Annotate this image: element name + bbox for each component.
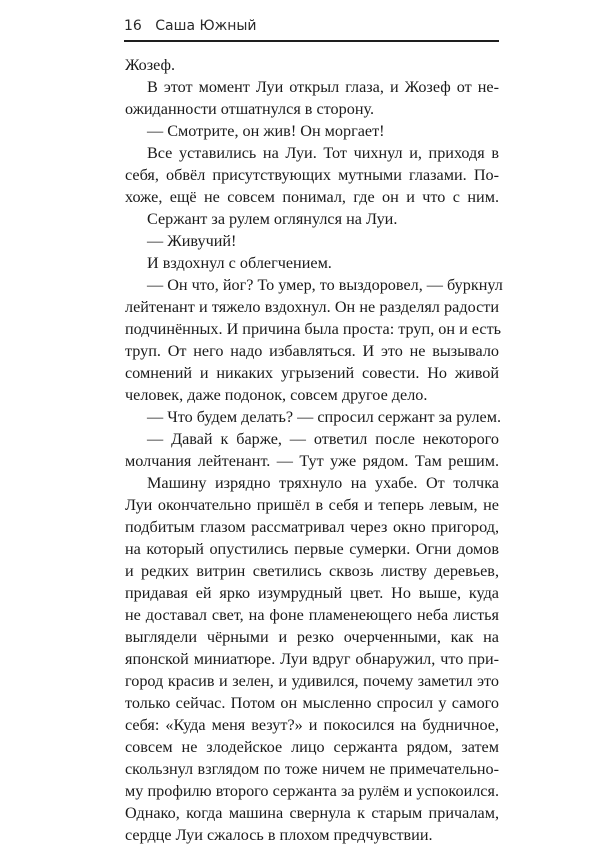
text-line: Сержант за рулем оглянулся на Луи. bbox=[147, 210, 398, 228]
text-line: человек, даже подонок, совсем другое дело. bbox=[125, 386, 428, 404]
text-line: ожиданности отшатнулся в сторону. bbox=[125, 100, 375, 118]
text-line: Машину изрядно тряхнуло на ухабе. От толчка bbox=[147, 474, 499, 492]
text-line: Однако, когда машина свернула к старым причалам, bbox=[125, 804, 499, 822]
text-line: выглядели чёрными и резко очерченными, как на bbox=[125, 628, 499, 646]
text-line: Жозеф. bbox=[125, 56, 176, 74]
text-line: только сейчас. Потом он мысленно спросил у самого bbox=[125, 694, 499, 712]
text-line: му профилю второго сержанта за рулём и успокоился. bbox=[125, 782, 499, 800]
text-line: молчания лейтенант. — Тут уже рядом. Там решим. bbox=[125, 452, 499, 470]
body-text bbox=[125, 54, 503, 846]
text-line: придавая ей ярко изумрудный цвет. Но выше, куда bbox=[125, 584, 499, 602]
text-line: себя: «Куда меня везут?» и покосился на будничное, bbox=[125, 716, 499, 734]
text-line: — Что будем делать? — спросил сержант за рулем. bbox=[147, 408, 502, 426]
text-line: Луи окончательно пришёл в себя и теперь левым, не bbox=[125, 496, 499, 514]
text-line: хоже, ещё не совсем понимал, где он и что с ним. bbox=[125, 188, 499, 206]
text-line: подчинённых. И причина была проста: труп, он и есть bbox=[125, 320, 502, 338]
text-line: подбитым глазом рассматривал через окно пригород, bbox=[125, 518, 499, 536]
text-line: себя, обвёл присутствующих мутными глазами. По- bbox=[125, 166, 499, 184]
text-line: — Смотрите, он жив! Он моргает! bbox=[147, 122, 385, 140]
text-line: — Он что, йог? То умер, то выздоровел, — буркнул bbox=[147, 276, 503, 294]
running-head bbox=[124, 16, 499, 36]
text-line: на который опустились первые сумерки. Огни домов bbox=[125, 540, 499, 558]
text-line: И вздохнул с облегчением. bbox=[147, 254, 332, 272]
text-line: Все уставились на Луи. Тот чихнул и, приходя в bbox=[147, 144, 499, 162]
header-rule bbox=[124, 40, 499, 42]
running-head-author: Саша Южный bbox=[155, 18, 257, 34]
text-line: совсем не злодейское лицо сержанта рядом, затем bbox=[125, 738, 499, 756]
text-line: сомнений и никаких угрызений совести. Но живой bbox=[125, 364, 499, 382]
text-line: японской миниатюре. Луи вдруг обнаружил, что при- bbox=[125, 650, 499, 668]
text-line: — Живучий! bbox=[147, 232, 237, 250]
page-number: 16 bbox=[124, 18, 142, 34]
text-line: и редких витрин светились сквозь листву деревьев, bbox=[125, 562, 499, 580]
text-line: В этот момент Луи открыл глаза, и Жозеф от не- bbox=[147, 78, 499, 96]
text-line: скользнул взглядом по тоже ничем не примечательно- bbox=[125, 760, 499, 778]
text-line: лейтенант и тяжело вздохнул. Он не разделял радости bbox=[125, 298, 499, 316]
text-line: — Давай к барже, — ответил после некоторого bbox=[147, 430, 499, 448]
text-line: город красив и зелен, и удивился, почему заметил это bbox=[125, 672, 499, 690]
text-line: не доставал свет, на фоне пламенеющего неба листья bbox=[125, 606, 499, 624]
text-line: сердце Луи сжалось в плохом предчувствии. bbox=[125, 826, 433, 844]
text-line: труп. От него надо избавляться. И это не вызывало bbox=[125, 342, 499, 360]
